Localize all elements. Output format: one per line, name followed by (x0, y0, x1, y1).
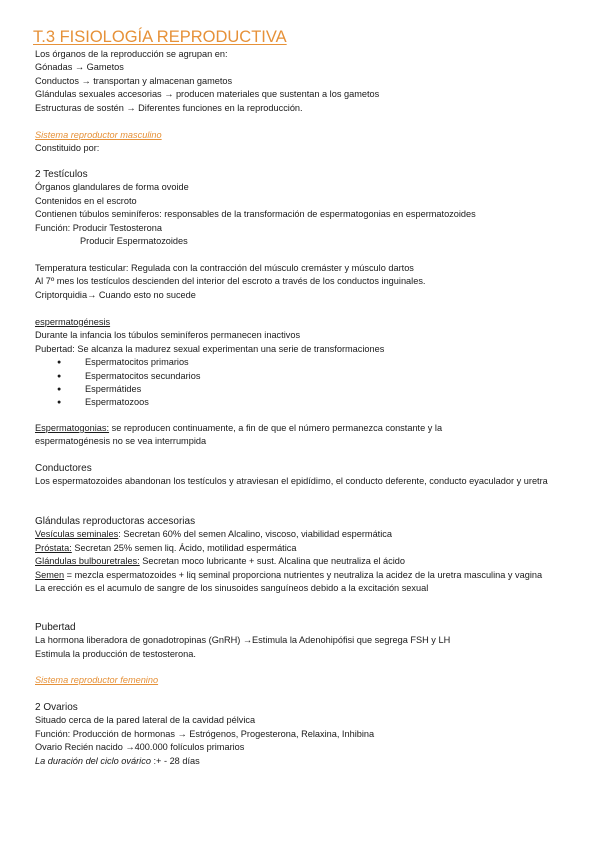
intro-line: Los órganos de la reproducción se agrupan en: (35, 49, 228, 59)
cycle-italic-text: La duración del ciclo ovárico (35, 755, 151, 766)
gland-term: Próstata: (35, 542, 72, 553)
gland-term: Semen (35, 569, 65, 580)
testes-line: Órganos glandulares de forma ovoide (35, 182, 189, 193)
testes-indent-line: Producir Espermatozoides (80, 236, 188, 247)
gland-text: : Secretan 60% del semen Alcalino, viscoso, viabilidad espermática (118, 529, 392, 540)
puberty-heading: Pubertad (35, 622, 76, 633)
gland-text: = mezcla espermatozoides + liq seminal proporciona nutrientes y neutraliza la acidez de la uretra masculina y vagina (64, 569, 543, 580)
stage-list-item: ● Espermatozoos (85, 396, 575, 409)
glands-heading: Glándulas reproductoras accesorias (35, 516, 196, 527)
testes-heading: 2 Testículos (35, 169, 88, 180)
constituted-line: Constituido por: (35, 143, 100, 154)
spermatogenesis-line: Durante la infancia los túbulos seminíferos permanecen inactivos (35, 330, 301, 341)
puberty-line: Estimula la producción de testosterona. (35, 648, 196, 659)
conductors-heading: Conductores (35, 463, 92, 474)
female-system-heading: Sistema reproductor femenino (35, 675, 159, 685)
ovaries-section (35, 701, 575, 768)
gland-item (35, 542, 575, 555)
gland-term: Vesículas seminales (35, 529, 119, 540)
gland-term: Glándulas bulbouretrales: (35, 556, 140, 567)
female-system-section (35, 674, 575, 687)
stage-list-item: ● Espermátides (85, 383, 575, 396)
testes-section (35, 168, 575, 248)
gland-item (35, 569, 565, 582)
intro-line: Gónadas → Gametos (35, 62, 124, 73)
spermatogonia-text: se reproducen continuamente, a fin de que el número permanezca constante y la espermatogénesis no se vea interrumpida (35, 423, 443, 447)
puberty-section (35, 621, 575, 661)
intro-line: Conductos → transportan y almacenan gametos (35, 75, 233, 86)
cycle-rest-text: :+ - 28 días (150, 755, 200, 766)
cycle-line (35, 755, 575, 768)
ovaries-line: Función: Producción de hormonas → Estrógenos, Progesterona, Relaxina, Inhibina (35, 728, 375, 739)
ovaries-line: Situado cerca de la pared lateral de la cavidad pélvica (35, 715, 256, 726)
document-title: T.3 FISIOLOGÍA REPRODUCTIVA (33, 28, 287, 46)
temperature-line: Temperatura testicular: Regulada con la contracción del músculo cremáster y músculo dartos (35, 263, 414, 273)
temperature-section (35, 262, 575, 302)
male-system-section (35, 129, 575, 156)
gland-text: Secretan 25% semen liq. Ácido, motilidad espermática (71, 542, 297, 553)
testes-line: Contenidos en el escroto (35, 195, 137, 206)
spermatogenesis-line: Pubertad: Se alcanza la madurez sexual experimentan una serie de transformaciones (35, 343, 385, 354)
gland-text: Secretan moco lubricante + sust. Alcalina que neutraliza el ácido (139, 556, 406, 567)
stage-list-item: ● Espermatocitos primarios (85, 356, 575, 369)
testes-line: Contienen túbulos seminíferos: responsables de la transformación de espermatogonias en espermatozoides (35, 209, 476, 220)
conductors-section (35, 462, 575, 489)
intro-line: Estructuras de sostén → Diferentes funciones en la reproducción. (35, 102, 303, 113)
spermatogonia-term: Espermatogonias: (35, 423, 110, 433)
spermatogonia-paragraph (35, 422, 505, 449)
ovaries-line: Ovario Recién nacido →400.000 folículos primarios (35, 742, 245, 753)
erection-line: La erección es el acumulo de sangre de los sinusoides sanguíneos debido a la excitación sexual (35, 583, 429, 594)
male-system-heading: Sistema reproductor masculino (35, 130, 162, 140)
conductors-text: Los espermatozoides abandonan los testículos y atraviesan el epidídimo, el conducto deferente, conducto eyaculador y uretra (35, 476, 548, 487)
stage-list-item: ● Espermatocitos secundarios (85, 370, 575, 383)
temperature-line: Al 7º mes los testículos descienden del interior del escroto a través de los conductos inguinales. (35, 276, 426, 287)
gland-item (35, 555, 575, 568)
intro-line: Glándulas sexuales accesorias → producen materiales que sustentan a los gametos (35, 89, 380, 100)
spermatogenesis-stage-list (35, 356, 575, 410)
intro-section (35, 48, 575, 115)
testes-line: Función: Producir Testosterona (35, 222, 162, 233)
gland-item (35, 528, 575, 541)
spermatogenesis-heading: espermatogénesis (35, 317, 111, 327)
puberty-line: La hormona liberadora de gonadotropinas (GnRH) →Estimula la Adenohipófisi que segrega FSH y LH (35, 635, 451, 646)
glands-section (35, 515, 575, 595)
spermatogenesis-section (35, 316, 575, 410)
ovaries-heading: 2 Ovarios (35, 702, 78, 713)
temperature-line: Criptorquidia→ Cuando esto no sucede (35, 289, 196, 300)
